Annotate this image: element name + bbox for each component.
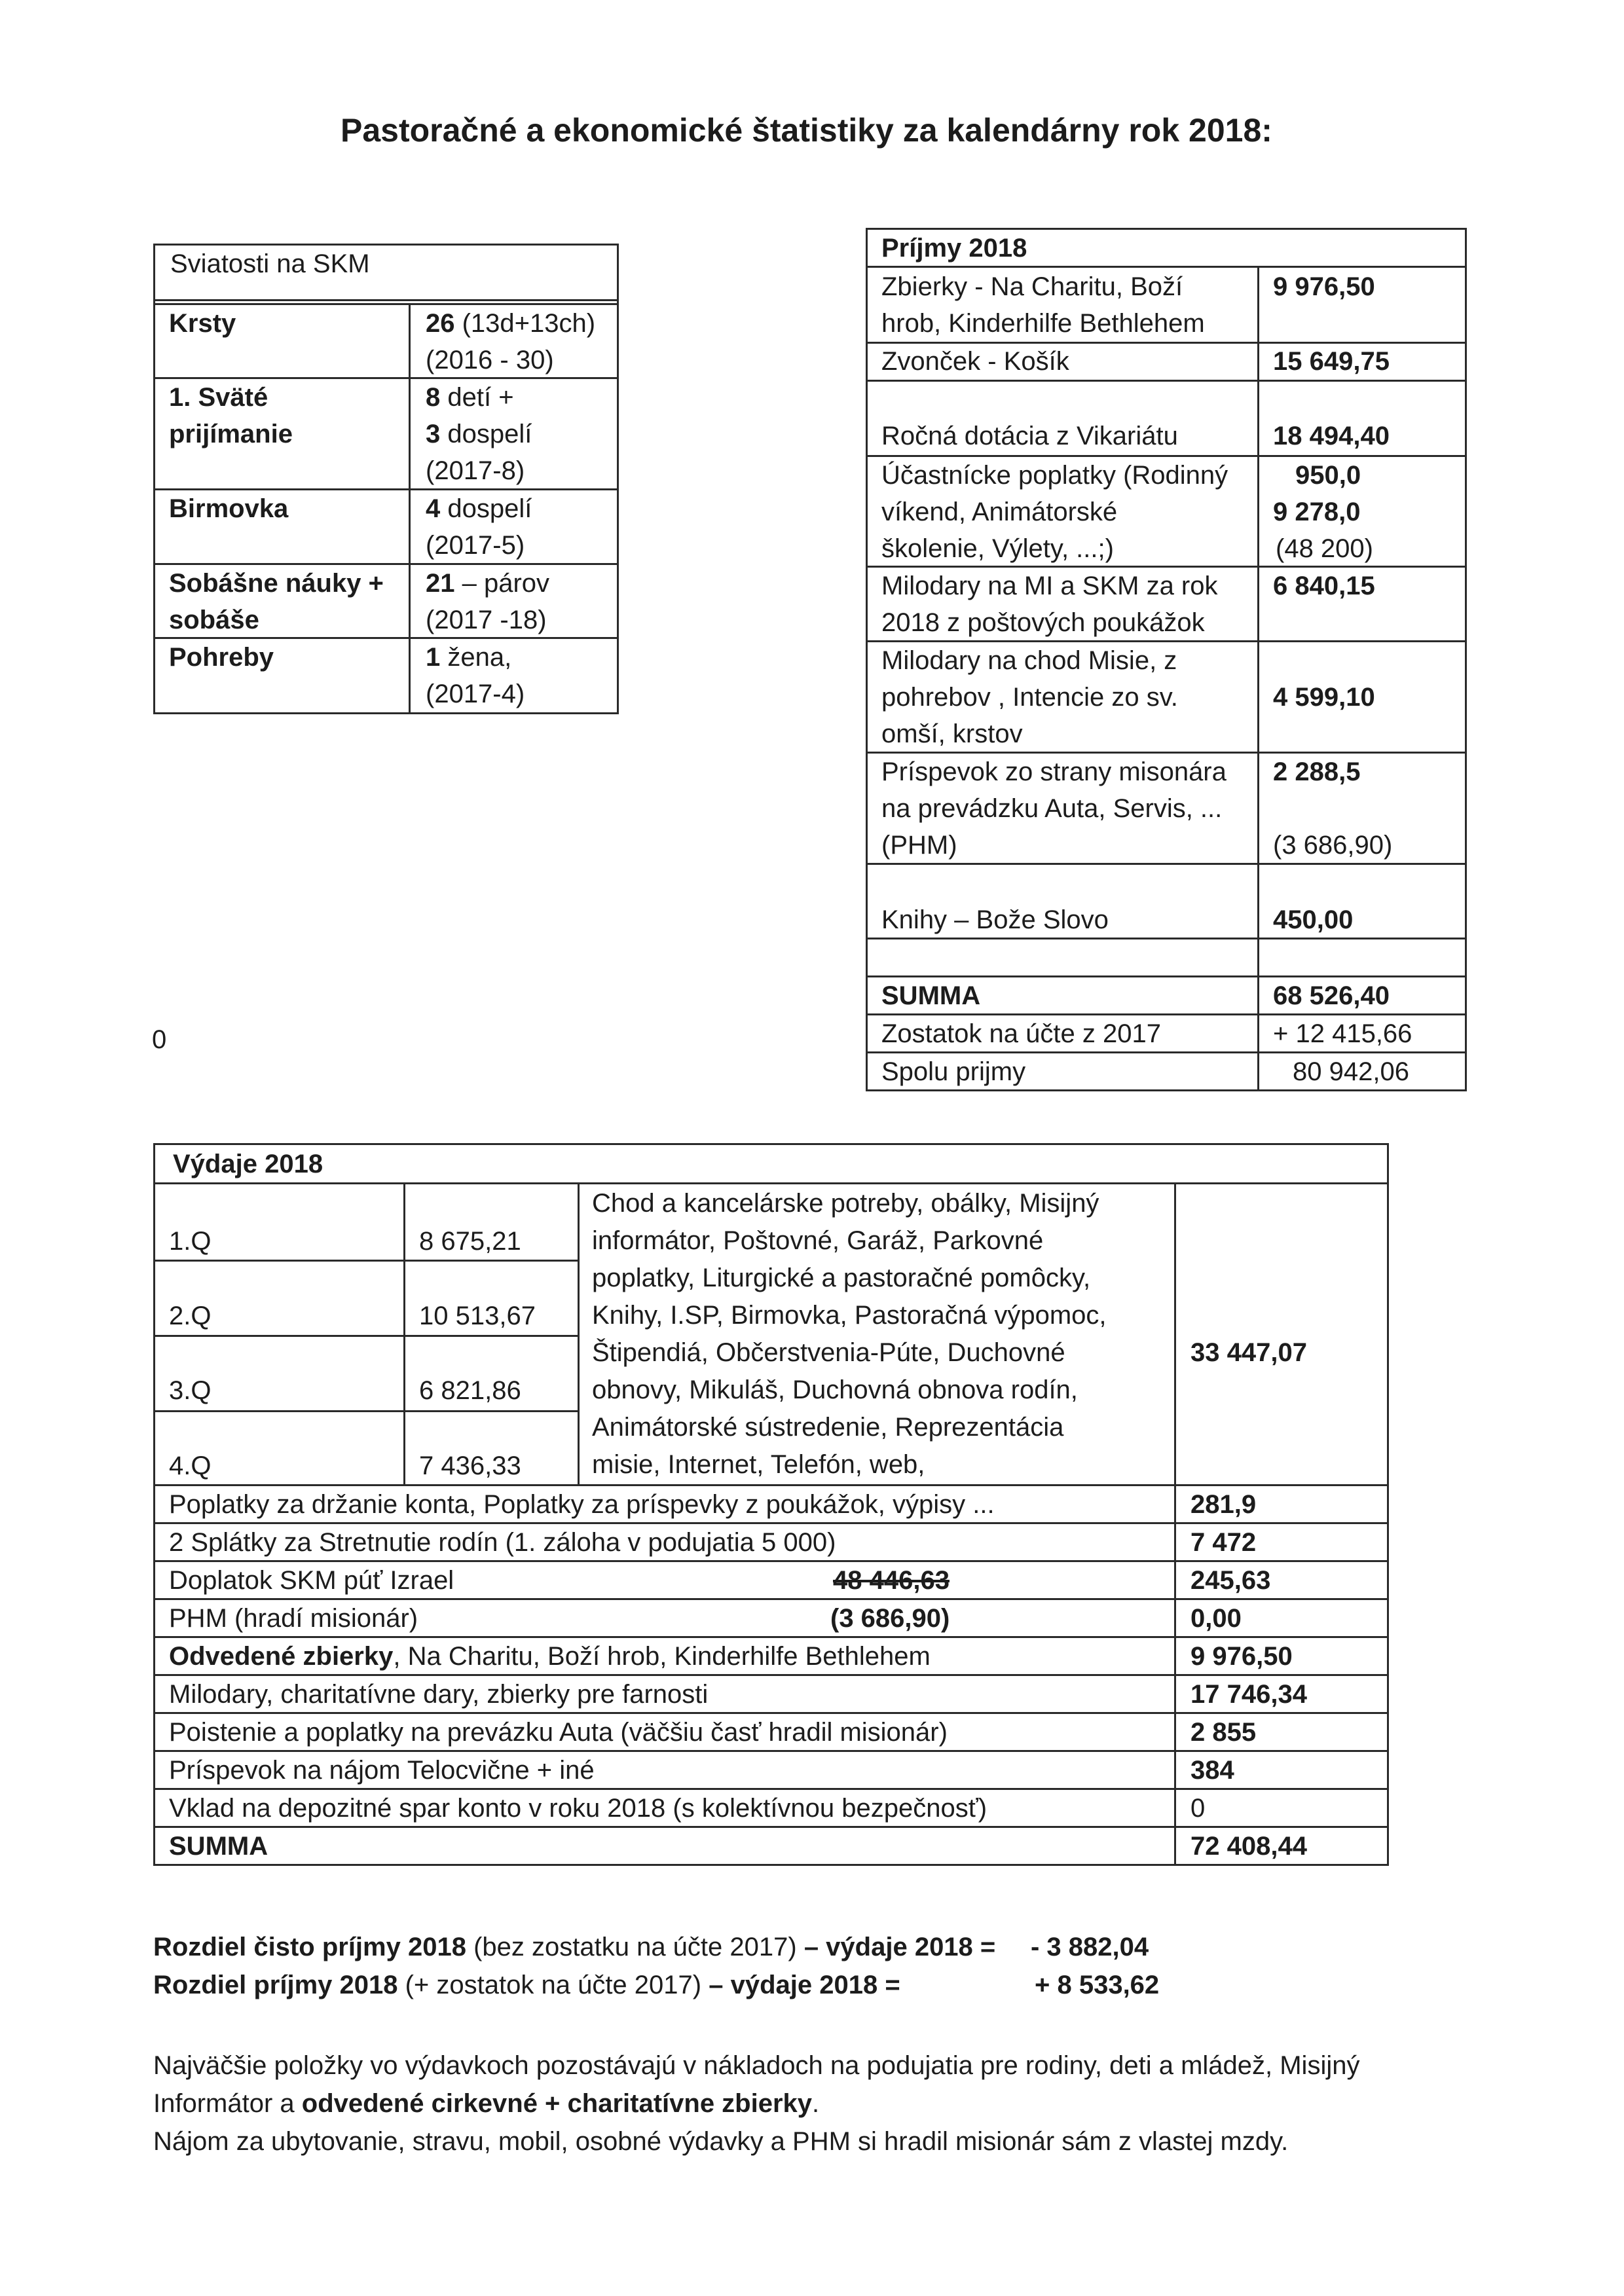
footer-note: Nájom za ubytovanie, stravu, mobil, osobné výdavky a PHM si hradil misionár sám z vlastej mzdy. [153, 2127, 1289, 2156]
income-label: SUMMA [881, 981, 981, 1010]
income-label: Milodary na chod Misie, z [881, 646, 1177, 675]
quarters-description-line: informátor, Poštovné, Garáž, Parkovné [592, 1226, 1044, 1255]
quarter-value: 7 436,33 [419, 1451, 521, 1480]
income-value: 68 526,40 [1273, 981, 1390, 1010]
expense-value: 72 408,44 [1190, 1832, 1307, 1861]
sacrament-value: 3 dospelí [426, 420, 532, 448]
quarter-value: 10 513,67 [419, 1302, 536, 1330]
income-label: Zvonček - Košík [881, 347, 1069, 376]
sacrament-value: 21 – párov [426, 569, 550, 598]
expense-label: 2 Splátky za Stretnutie rodín (1. záloha v podujatia 5 000) [169, 1528, 836, 1557]
income-value: (48 200) [1276, 534, 1373, 563]
sacraments-header: Sviatosti na SKM [170, 249, 370, 278]
quarter-label: 4.Q [169, 1451, 212, 1480]
income-label: školenie, Výlety, ...;) [881, 534, 1114, 563]
quarter-label: 2.Q [169, 1302, 212, 1330]
quarters-total: 33 447,07 [1190, 1338, 1307, 1367]
expense-label: Poistenie a poplatky na prevázku Auta (väčšiu časť hradil misionár) [169, 1718, 948, 1747]
quarter-label: 1.Q [169, 1227, 212, 1256]
income-label: hrob, Kinderhilfe Bethlehem [881, 309, 1205, 338]
income-label: Zostatok na účte z 2017 [881, 1019, 1161, 1048]
summary-line: Rozdiel príjmy 2018 (+ zostatok na účte 2017) – výdaje 2018 = [153, 1971, 900, 1999]
expense-label: Milodary, charitatívne dary, zbierky pre farnosti [169, 1680, 709, 1709]
expense-label: Odvedené zbierky, Na Charitu, Boží hrob, Kinderhilfe Bethlehem [169, 1642, 931, 1671]
income-label: víkend, Animátorské [881, 498, 1118, 526]
sacrament-label: Pohreby [169, 643, 274, 672]
expense-value: 0 [1190, 1794, 1206, 1823]
sacrament-value: (2017 -18) [426, 606, 547, 634]
sacrament-label: 1. Sväté [169, 383, 268, 412]
income-label: 2018 z poštových poukážok [881, 608, 1205, 637]
income-label: Milodary na MI a SKM za rok [881, 572, 1218, 600]
footer-note: Najväčšie položky vo výdavkoch pozostávajú v nákladoch na podujatia pre rodiny, deti a mládež, Misijný [153, 2051, 1360, 2080]
income-label: Ročná dotácia z Vikariátu [881, 422, 1178, 450]
quarters-description-line: Štipendiá, Občerstvenia-Púte, Duchovné [592, 1338, 1065, 1367]
quarters-description-line: Animátorské sústredenie, Reprezentácia [592, 1413, 1064, 1442]
expense-value: 0,00 [1190, 1604, 1242, 1633]
summary-value: + 8 533,62 [1035, 1971, 1160, 1999]
expenses-header: Výdaje 2018 [173, 1150, 323, 1178]
quarter-label: 3.Q [169, 1376, 212, 1405]
expense-label: PHM (hradí misionár) [169, 1604, 418, 1633]
expense-label: Príspevok na nájom Telocvične + iné [169, 1756, 595, 1785]
quarters-description-line: poplatky, Liturgické a pastoračné pomôcky, [592, 1264, 1091, 1292]
income-value: (3 686,90) [1273, 831, 1393, 860]
summary-line: Rozdiel čisto príjmy 2018 (bez zostatku na účte 2017) – výdaje 2018 = [153, 1933, 996, 1961]
income-value: 9 278,0 [1273, 498, 1361, 526]
sacrament-label: Sobášne náuky + [169, 569, 384, 598]
quarters-description-line: Chod a kancelárske potreby, obálky, Misijný [592, 1189, 1099, 1218]
sacrament-value: 8 detí + [426, 383, 514, 412]
expense-value: 9 976,50 [1190, 1642, 1293, 1671]
quarters-description-line: Knihy, I.SP, Birmovka, Pastoračná výpomoc, [592, 1301, 1107, 1330]
sacrament-value: 4 dospelí [426, 494, 532, 523]
expense-value: 281,9 [1190, 1490, 1257, 1519]
income-label: Príspevok zo strany misonára [881, 757, 1227, 786]
expense-label: Vklad na depozitné spar konto v roku 2018 (s kolektívnou bezpečnosť) [169, 1794, 987, 1823]
sacrament-label: sobáše [169, 606, 259, 634]
expense-value: 2 855 [1190, 1718, 1257, 1747]
summary-value: - 3 882,04 [1031, 1933, 1149, 1961]
income-value: 6 840,15 [1273, 572, 1375, 600]
sacrament-count: 26 [426, 309, 455, 338]
quarter-value: 8 675,21 [419, 1227, 521, 1256]
sacrament-label: Krsty [169, 309, 236, 338]
expense-label: SUMMA [169, 1832, 268, 1861]
income-value: 950,0 [1295, 461, 1361, 490]
income-value: 15 649,75 [1273, 347, 1390, 376]
expense-mid-value: 48 446,63 [833, 1566, 950, 1595]
income-value: 4 599,10 [1273, 683, 1375, 712]
income-label: na prevádzku Auta, Servis, ... [881, 794, 1223, 823]
page-title: Pastoračné a ekonomické štatistiky za kalendárny rok 2018: [341, 112, 1272, 149]
quarter-value: 6 821,86 [419, 1376, 521, 1405]
income-label: Knihy – Bože Slovo [881, 905, 1109, 934]
sacrament-label: prijímanie [169, 420, 293, 448]
expense-label: Doplatok SKM púť Izrael [169, 1566, 454, 1595]
expense-value: 17 746,34 [1190, 1680, 1307, 1709]
expense-value: 245,63 [1190, 1566, 1271, 1595]
expense-value: 384 [1190, 1756, 1234, 1785]
income-label: Spolu prijmy [881, 1057, 1026, 1086]
sacrament-value: 26 (13d+13ch) [426, 309, 596, 338]
income-label: Účastnícke poplatky (Rodinný [881, 461, 1228, 490]
expense-mid-value: (3 686,90) [830, 1604, 950, 1633]
sacrament-value: (2016 - 30) [426, 346, 554, 374]
sacrament-value: (2017-5) [426, 531, 525, 560]
income-label: Zbierky - Na Charitu, Boží [881, 272, 1183, 301]
income-value: 9 976,50 [1273, 272, 1375, 301]
sacrament-value: (2017-8) [426, 456, 525, 485]
quarters-description-line: misie, Internet, Telefón, web, [592, 1450, 925, 1479]
expense-label: Poplatky za držanie konta, Poplatky za príspevky z poukážok, výpisy ... [169, 1490, 995, 1519]
income-value: 18 494,40 [1273, 422, 1390, 450]
sacrament-value: 1 žena, [426, 643, 512, 672]
income-value: 80 942,06 [1293, 1057, 1409, 1086]
footer-note: Informátor a odvedené cirkevné + charitatívne zbierky. [153, 2089, 820, 2118]
income-label: (PHM) [881, 831, 957, 860]
income-header: Príjmy 2018 [881, 234, 1027, 263]
income-label: omší, krstov [881, 720, 1023, 748]
sacrament-label: Birmovka [169, 494, 289, 523]
income-value: 450,00 [1273, 905, 1354, 934]
expense-value: 7 472 [1190, 1528, 1257, 1557]
quarters-description-line: obnovy, Mikuláš, Duchovná obnova rodín, [592, 1376, 1078, 1404]
zero-mark: 0 [152, 1025, 167, 1054]
income-label: pohrebov , Intencie zo sv. [881, 683, 1178, 712]
income-value: 2 288,5 [1273, 757, 1361, 786]
income-value: + 12 415,66 [1273, 1019, 1412, 1048]
sacrament-value: (2017-4) [426, 680, 525, 708]
